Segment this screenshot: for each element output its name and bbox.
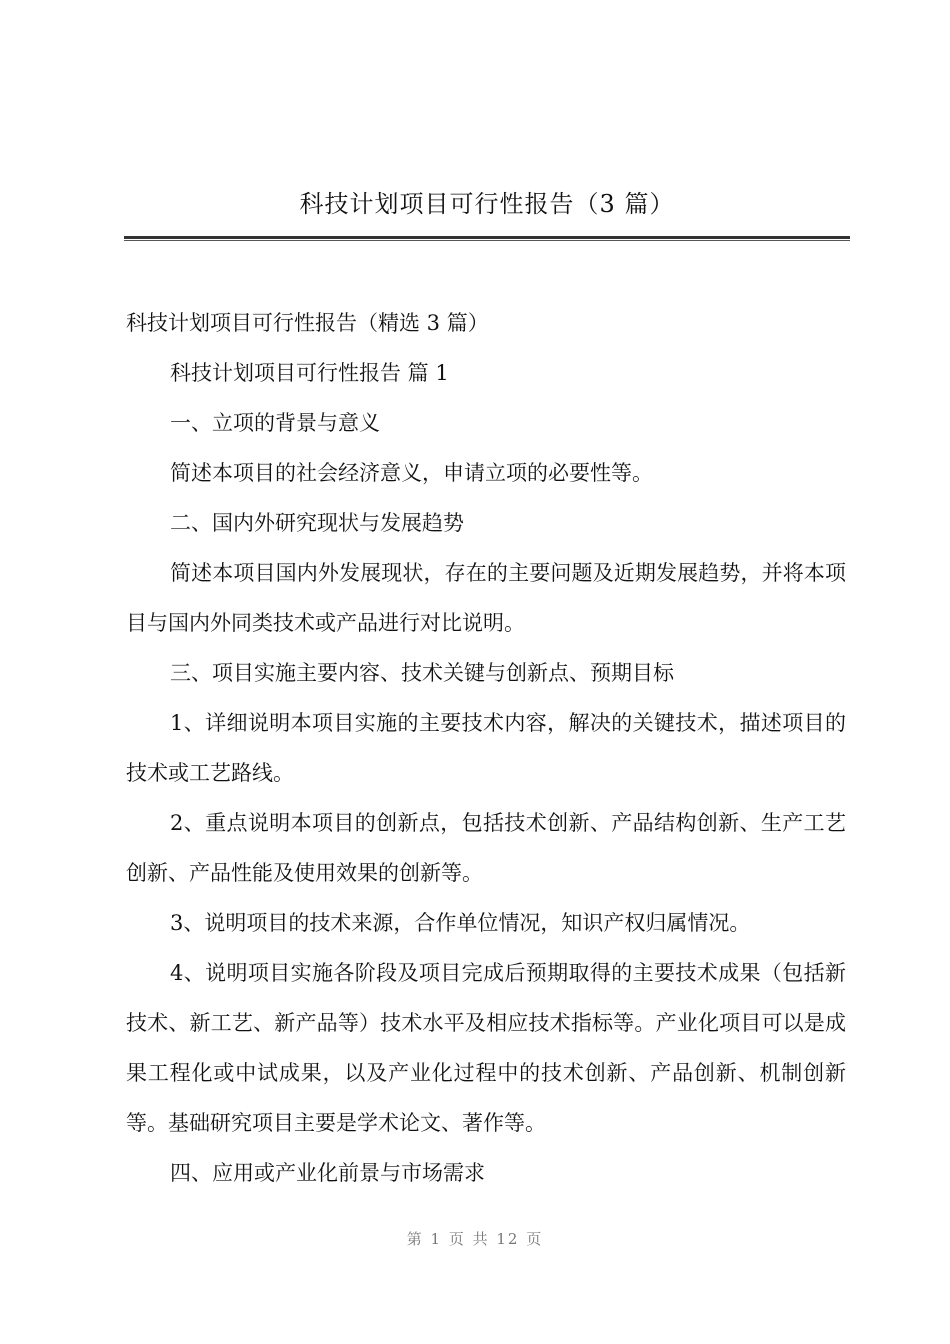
section-heading-part-1: 科技计划项目可行性报告 篇 1 bbox=[170, 361, 449, 385]
list-item-1: 1、详细说明本项目实施的主要技术内容，解决的关键技术，描述项目的技术或工艺路线。 bbox=[126, 711, 846, 785]
body-paragraph: 简述本项目的社会经济意义，申请立项的必要性等。 bbox=[170, 461, 653, 485]
list-item-2: 2、重点说明本项目的创新点，包括技术创新、产品结构创新、生产工艺创新、产品性能及使用效果的创新等。 bbox=[126, 811, 846, 885]
document-body bbox=[126, 298, 846, 1198]
body-paragraph: 简述本项目国内外发展现状，存在的主要问题及近期发展趋势，并将本项目与国内外同类技术或产品进行对比说明。 bbox=[126, 561, 846, 635]
heading-research-status: 二、国内外研究现状与发展趋势 bbox=[170, 511, 464, 535]
list-item-3: 3、说明项目的技术来源，合作单位情况，知识产权归属情况。 bbox=[170, 911, 751, 935]
title-rule-thick-line bbox=[124, 236, 850, 239]
page-footer: 第 1 页 共 12 页 bbox=[406, 1230, 544, 1248]
heading-implementation-content: 三、项目实施主要内容、技术关键与创新点、预期目标 bbox=[170, 661, 674, 685]
title-rule-thin-line bbox=[124, 240, 850, 241]
title-double-rule bbox=[124, 236, 850, 242]
subtitle-paragraph: 科技计划项目可行性报告（精选 3 篇） bbox=[126, 311, 489, 335]
list-item-4: 4、说明项目实施各阶段及项目完成后预期取得的主要技术成果（包括新技术、新工艺、新产品等）技术水平及相应技术指标等。产业化项目可以是成果工程化或中试成果，以及产业化过程中的技术创新、产品创新、机制创新等。基础研究项目主要是学术论文、著作等。 bbox=[126, 961, 846, 1135]
heading-background-significance: 一、立项的背景与意义 bbox=[170, 411, 380, 435]
heading-application-prospects: 四、应用或产业化前景与市场需求 bbox=[170, 1161, 485, 1185]
document-title: 科技计划项目可行性报告（3 篇） bbox=[299, 190, 675, 218]
